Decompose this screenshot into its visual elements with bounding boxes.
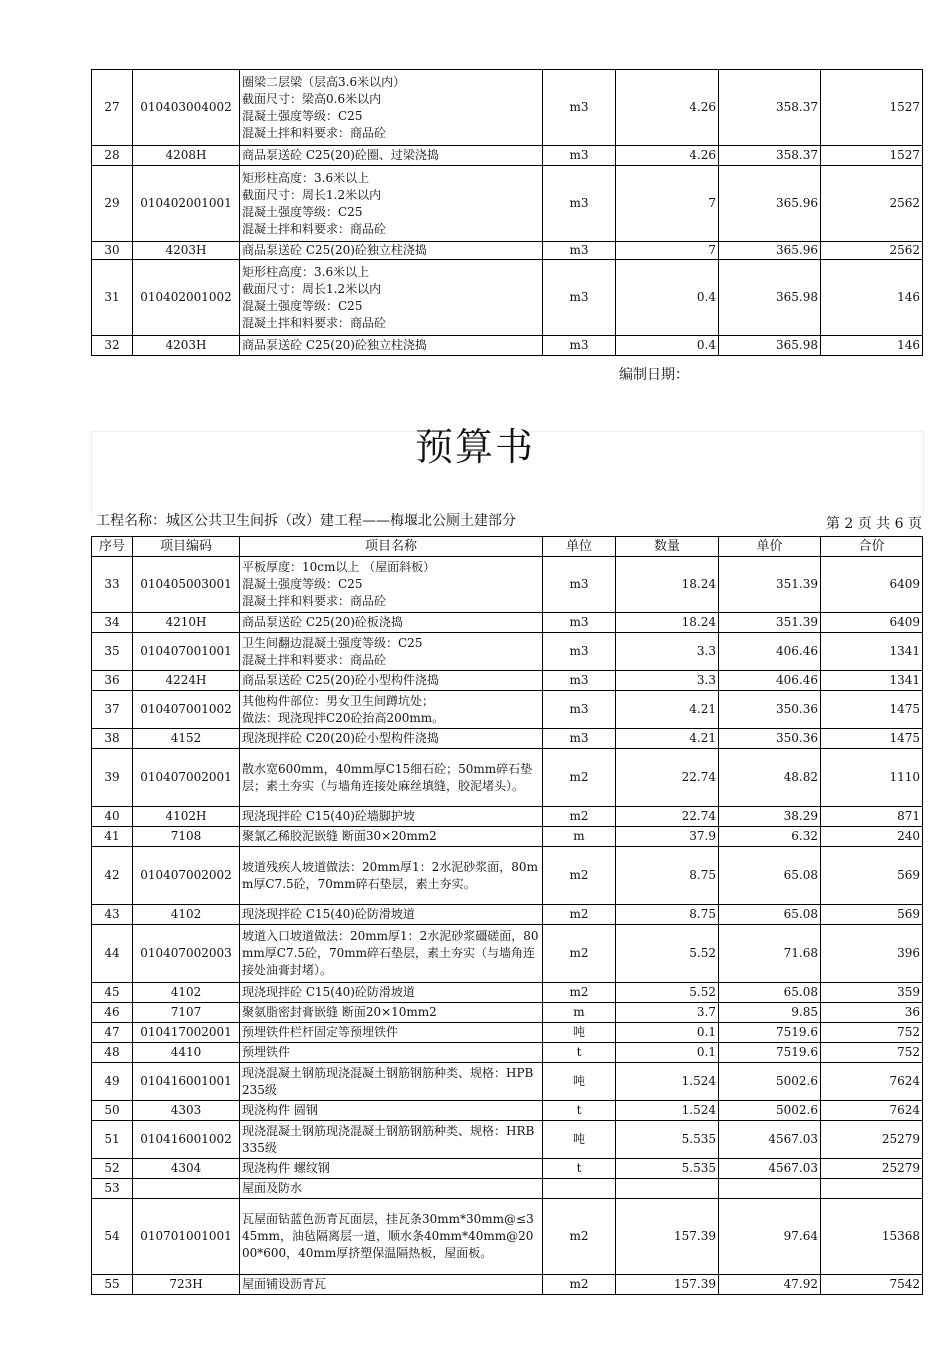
item-unit-price: 365.96 [719, 166, 821, 242]
item-total [821, 1179, 923, 1199]
row-number: 52 [92, 1159, 133, 1179]
item-unit: m2 [543, 749, 616, 807]
table-row [92, 260, 923, 336]
item-name [240, 242, 543, 260]
item-unit-price: 5002.6 [719, 1101, 821, 1121]
item-name [240, 1199, 543, 1275]
row-number: 35 [92, 633, 133, 671]
row-number: 40 [92, 807, 133, 827]
item-unit-price: 7519.6 [719, 1023, 821, 1043]
item-name [240, 847, 543, 905]
page-info: 第 2 页 共 6 页 [825, 516, 922, 532]
row-number: 39 [92, 749, 133, 807]
item-total: 359 [821, 983, 923, 1003]
item-unit: m2 [543, 1275, 616, 1295]
row-number: 38 [92, 729, 133, 749]
item-unit-price: 65.08 [719, 847, 821, 905]
item-quantity: 5.52 [616, 983, 719, 1003]
item-quantity [616, 1179, 719, 1199]
item-unit-price: 365.96 [719, 242, 821, 260]
item-name-line: 混凝土拌和料要求：商品砼 [242, 315, 387, 330]
item-name [240, 70, 543, 146]
item-quantity: 37.9 [616, 827, 719, 847]
item-name-line: 混凝土强度等级：C25 [242, 204, 363, 219]
item-name-line: 聚氯乙稀胶泥嵌缝 断面30×20mm2 [242, 829, 437, 843]
header-unit: 单位 [543, 537, 616, 557]
item-code: 010416001002 [133, 1121, 240, 1159]
item-name-line: 矩形柱高度：3.6米以上 [242, 264, 370, 279]
item-unit-price: 358.37 [719, 70, 821, 146]
item-name [240, 336, 543, 356]
item-name-line: 混凝土强度等级：C25 [242, 577, 363, 591]
item-name-line: 预埋铁件 [242, 1045, 291, 1059]
item-unit-price: 351.39 [719, 557, 821, 613]
item-total: 752 [821, 1023, 923, 1043]
item-code: 4410 [133, 1043, 240, 1063]
item-total: 36 [821, 1003, 923, 1023]
item-name-line: 现浇现拌砼 C15(40)砼墙脚护坡 [242, 809, 415, 823]
item-name-line: 瓦屋面钻蓝色沥青瓦面层，挂瓦条30mm*30mm@≤345mm，油毡隔离层一道，顺水条40mm*40mm@2000*600，40mm厚挤塑保温隔热板，屋面板。 [242, 1212, 534, 1260]
item-quantity: 18.24 [616, 613, 719, 633]
item-unit-price: 9.85 [719, 1003, 821, 1023]
item-quantity: 7 [616, 166, 719, 242]
header-name: 项目名称 [240, 537, 543, 557]
item-unit-price: 365.98 [719, 260, 821, 336]
item-name [240, 983, 543, 1003]
item-unit: 吨 [543, 1121, 616, 1159]
item-code: 4203H [133, 242, 240, 260]
item-unit: m3 [543, 242, 616, 260]
item-quantity: 22.74 [616, 807, 719, 827]
item-name-line: 坡道入口坡道做法：20mm厚1：2水泥砂浆礓磋面，80mm厚C7.5砼，70mm碎石垫层，素土夯实（与墙角连接处油膏封堵）。 [242, 929, 539, 977]
item-name-line: 散水宽600mm，40mm厚C15细石砼；50mm碎石垫层；素土夯实（与墙角连接处麻丝填缝，胶泥堵头）。 [242, 761, 533, 793]
item-quantity: 4.26 [616, 70, 719, 146]
item-code: 010407001002 [133, 691, 240, 729]
item-unit: m2 [543, 983, 616, 1003]
item-name [240, 827, 543, 847]
table-row [92, 729, 923, 749]
item-name [240, 1275, 543, 1295]
item-quantity: 18.24 [616, 557, 719, 613]
item-name [240, 691, 543, 729]
item-total: 1475 [821, 691, 923, 729]
item-quantity: 0.1 [616, 1023, 719, 1043]
item-unit-price: 4567.03 [719, 1121, 821, 1159]
item-name-line: 混凝土拌和料要求：商品砼 [242, 594, 387, 608]
item-name [240, 807, 543, 827]
item-code: 010407001001 [133, 633, 240, 671]
item-name-line: 截面尺寸：梁高0.6米以内 [242, 91, 382, 106]
item-name-line: 聚氨脂密封膏嵌缝 断面20×10mm2 [242, 1005, 437, 1019]
item-quantity: 4.21 [616, 691, 719, 729]
item-quantity: 8.75 [616, 847, 719, 905]
project-name: 工程名称：城区公共卫生间拆（改）建工程——梅堰北公厕土建部分 [96, 513, 516, 529]
item-unit: m3 [543, 613, 616, 633]
item-code: 4203H [133, 336, 240, 356]
item-unit-price: 97.64 [719, 1199, 821, 1275]
item-name-line: 现浇混凝土钢筋现浇混凝土钢筋钢筋种类、规格：HPB235级 [242, 1065, 534, 1097]
item-code: 7107 [133, 1003, 240, 1023]
item-unit-price: 358.37 [719, 146, 821, 166]
item-quantity: 1.524 [616, 1063, 719, 1101]
item-quantity: 0.1 [616, 1043, 719, 1063]
row-number: 31 [92, 260, 133, 336]
item-unit: m2 [543, 905, 616, 925]
item-code: 4210H [133, 613, 240, 633]
item-total: 25279 [821, 1159, 923, 1179]
item-quantity: 5.535 [616, 1121, 719, 1159]
row-number: 49 [92, 1063, 133, 1101]
page-title: 预算书 [414, 425, 535, 469]
item-code: 010402001001 [133, 166, 240, 242]
item-unit-price: 6.32 [719, 827, 821, 847]
table-row [92, 1003, 923, 1023]
row-number: 32 [92, 336, 133, 356]
row-number: 27 [92, 70, 133, 146]
row-number: 45 [92, 983, 133, 1003]
item-code: 010403004002 [133, 70, 240, 146]
item-unit: m2 [543, 925, 616, 983]
item-code: 4303 [133, 1101, 240, 1121]
item-unit: t [543, 1101, 616, 1121]
table-row [92, 827, 923, 847]
item-name-line: 平板厚度：10cm以上 （屋面斜板） [242, 560, 436, 574]
table-row [92, 336, 923, 356]
item-quantity: 157.39 [616, 1199, 719, 1275]
table-header [92, 537, 923, 557]
table-row [92, 1023, 923, 1043]
item-code: 010407002003 [133, 925, 240, 983]
item-code: 010407002001 [133, 749, 240, 807]
row-number: 54 [92, 1199, 133, 1275]
row-number: 37 [92, 691, 133, 729]
table-row [92, 146, 923, 166]
row-number: 41 [92, 827, 133, 847]
row-number: 46 [92, 1003, 133, 1023]
table-row [92, 691, 923, 729]
item-quantity: 5.535 [616, 1159, 719, 1179]
item-unit-price: 65.08 [719, 983, 821, 1003]
table-row [92, 1179, 923, 1199]
item-total: 752 [821, 1043, 923, 1063]
item-name [240, 905, 543, 925]
item-code: 4208H [133, 146, 240, 166]
item-name-line: 混凝土强度等级：C25 [242, 108, 363, 123]
item-unit: m3 [543, 691, 616, 729]
item-unit: m [543, 1003, 616, 1023]
item-name [240, 1159, 543, 1179]
item-name-line: 现浇现拌砼 C15(40)砼防滑坡道 [242, 907, 415, 921]
table-row [92, 847, 923, 905]
item-quantity: 4.21 [616, 729, 719, 749]
item-total: 871 [821, 807, 923, 827]
item-total: 2562 [821, 166, 923, 242]
item-unit-price: 406.46 [719, 671, 821, 691]
row-number: 51 [92, 1121, 133, 1159]
top-table [91, 69, 923, 356]
item-name-line: 截面尺寸：周长1.2米以内 [242, 281, 382, 296]
item-name-line: 现浇构件 圆钢 [242, 1103, 318, 1117]
item-unit: m3 [543, 70, 616, 146]
item-name-line: 商品泵送砼 C25(20)砼独立柱浇捣 [242, 243, 427, 257]
item-name-line: 混凝土拌和料要求：商品砼 [242, 125, 387, 140]
item-unit: m3 [543, 336, 616, 356]
row-number: 55 [92, 1275, 133, 1295]
item-name-line: 圈梁二层梁（层高3.6米以内） [242, 74, 406, 89]
item-name [240, 925, 543, 983]
item-total: 569 [821, 905, 923, 925]
item-name-line: 混凝土拌和料要求：商品砼 [242, 652, 387, 667]
item-quantity: 3.7 [616, 1003, 719, 1023]
item-name-line: 截面尺寸：周长1.2米以内 [242, 187, 382, 202]
table-row [92, 1063, 923, 1101]
table-row [92, 557, 923, 613]
item-name-line: 现浇现拌砼 C20(20)砼小型构件浇捣 [242, 731, 439, 745]
item-code: 010402001002 [133, 260, 240, 336]
item-name [240, 1121, 543, 1159]
table-row [92, 925, 923, 983]
item-total: 240 [821, 827, 923, 847]
item-name-line: 商品泵送砼 C25(20)砼圈、过梁浇捣 [242, 148, 439, 162]
item-name [240, 557, 543, 613]
item-unit-price: 4567.03 [719, 1159, 821, 1179]
item-total: 7624 [821, 1101, 923, 1121]
item-total: 146 [821, 260, 923, 336]
item-quantity: 8.75 [616, 905, 719, 925]
item-name [240, 1043, 543, 1063]
item-code: 723H [133, 1275, 240, 1295]
item-name-line: 屋面铺设沥青瓦 [242, 1277, 327, 1291]
item-total: 7624 [821, 1063, 923, 1101]
table-row [92, 1199, 923, 1275]
table-row [92, 633, 923, 671]
item-unit [543, 1179, 616, 1199]
row-number: 33 [92, 557, 133, 613]
item-unit: 吨 [543, 1063, 616, 1101]
item-unit: m3 [543, 557, 616, 613]
row-number: 47 [92, 1023, 133, 1043]
item-name [240, 729, 543, 749]
table-row [92, 905, 923, 925]
item-total: 1341 [821, 671, 923, 691]
item-name-line: 其他构件部位：男女卫生间蹲坑处； [242, 693, 435, 708]
item-unit-price: 350.36 [719, 729, 821, 749]
item-unit: m3 [543, 671, 616, 691]
item-unit: m3 [543, 729, 616, 749]
item-code: 010416001001 [133, 1063, 240, 1101]
item-quantity: 3.3 [616, 671, 719, 691]
item-unit-price: 406.46 [719, 633, 821, 671]
item-name [240, 146, 543, 166]
item-quantity: 3.3 [616, 633, 719, 671]
item-name [240, 1023, 543, 1043]
item-unit: m [543, 827, 616, 847]
row-number: 42 [92, 847, 133, 905]
item-quantity: 4.26 [616, 146, 719, 166]
item-name-line: 预埋铁件栏杆固定等预埋铁件 [242, 1025, 399, 1039]
item-total: 1475 [821, 729, 923, 749]
date-label: 编制日期： [619, 367, 689, 383]
item-unit-price: 365.98 [719, 336, 821, 356]
item-name-line: 矩形柱高度：3.6米以上 [242, 170, 370, 185]
header-code: 项目编码 [133, 537, 240, 557]
item-unit-price: 47.92 [719, 1275, 821, 1295]
item-unit: m2 [543, 807, 616, 827]
header-total: 合价 [821, 537, 923, 557]
item-total: 396 [821, 925, 923, 983]
item-unit: 吨 [543, 1023, 616, 1043]
table-row [92, 1159, 923, 1179]
item-total: 6409 [821, 557, 923, 613]
table-row [92, 1275, 923, 1295]
item-quantity: 157.39 [616, 1275, 719, 1295]
item-unit-price: 48.82 [719, 749, 821, 807]
header-price: 单价 [719, 537, 821, 557]
item-name-line: 卫生间翻边混凝土强度等级：C25 [242, 635, 423, 650]
item-unit-price: 351.39 [719, 613, 821, 633]
item-unit: t [543, 1159, 616, 1179]
item-code: 4224H [133, 671, 240, 691]
item-code: 4304 [133, 1159, 240, 1179]
item-unit: m3 [543, 633, 616, 671]
table-row [92, 983, 923, 1003]
item-code: 4152 [133, 729, 240, 749]
item-unit-price: 65.08 [719, 905, 821, 925]
item-name [240, 260, 543, 336]
item-code: 010405003001 [133, 557, 240, 613]
item-unit: m3 [543, 146, 616, 166]
item-name [240, 1003, 543, 1023]
item-name-line: 现浇混凝土钢筋现浇混凝土钢筋钢筋种类、规格：HRB335级 [242, 1123, 535, 1155]
row-number: 48 [92, 1043, 133, 1063]
item-unit-price: 7519.6 [719, 1043, 821, 1063]
item-name-line: 混凝土强度等级：C25 [242, 298, 363, 313]
table-row [92, 807, 923, 827]
item-name-line: 商品泵送砼 C25(20)砼独立柱浇捣 [242, 338, 427, 352]
item-total: 569 [821, 847, 923, 905]
item-code [133, 1179, 240, 1199]
item-name [240, 749, 543, 807]
item-total: 15368 [821, 1199, 923, 1275]
table-row [92, 166, 923, 242]
item-code: 010417002001 [133, 1023, 240, 1043]
item-name-line: 商品泵送砼 C25(20)砼板浇捣 [242, 615, 403, 629]
row-number: 30 [92, 242, 133, 260]
row-number: 36 [92, 671, 133, 691]
header-no: 序号 [92, 537, 133, 557]
item-name-line: 做法：现浇现拌C20砼抬高200mm。 [242, 710, 445, 725]
item-total: 1527 [821, 70, 923, 146]
row-number: 53 [92, 1179, 133, 1199]
table-row [92, 242, 923, 260]
item-unit-price: 5002.6 [719, 1063, 821, 1101]
row-number: 43 [92, 905, 133, 925]
item-name-line: 商品泵送砼 C25(20)砼小型构件浇捣 [242, 673, 439, 687]
item-total: 7542 [821, 1275, 923, 1295]
budget-table [91, 536, 923, 1295]
row-number: 28 [92, 146, 133, 166]
item-name [240, 1063, 543, 1101]
item-unit: m3 [543, 166, 616, 242]
item-unit: t [543, 1043, 616, 1063]
item-name [240, 633, 543, 671]
table-row [92, 749, 923, 807]
table-row [92, 1043, 923, 1063]
row-number: 50 [92, 1101, 133, 1121]
item-total: 2562 [821, 242, 923, 260]
item-code: 7108 [133, 827, 240, 847]
item-total: 1341 [821, 633, 923, 671]
item-quantity: 0.4 [616, 260, 719, 336]
row-number: 44 [92, 925, 133, 983]
table-row [92, 613, 923, 633]
row-number: 29 [92, 166, 133, 242]
item-code: 010701001001 [133, 1199, 240, 1275]
table-row [92, 1121, 923, 1159]
item-total: 1110 [821, 749, 923, 807]
item-quantity: 7 [616, 242, 719, 260]
item-name [240, 613, 543, 633]
item-name [240, 671, 543, 691]
item-quantity: 0.4 [616, 336, 719, 356]
item-quantity: 5.52 [616, 925, 719, 983]
item-unit-price: 38.29 [719, 807, 821, 827]
item-code: 010407002002 [133, 847, 240, 905]
item-unit: m3 [543, 260, 616, 336]
table-row [92, 1101, 923, 1121]
table-row [92, 70, 923, 146]
item-unit-price: 350.36 [719, 691, 821, 729]
item-name-line: 屋面及防水 [242, 1181, 303, 1195]
item-name-line: 现浇现拌砼 C15(40)砼防滑坡道 [242, 985, 415, 999]
item-total: 6409 [821, 613, 923, 633]
item-code: 4102H [133, 807, 240, 827]
item-name [240, 1101, 543, 1121]
item-name-line: 混凝土拌和料要求：商品砼 [242, 221, 387, 236]
item-code: 4102 [133, 983, 240, 1003]
item-code: 4102 [133, 905, 240, 925]
header-qty: 数量 [616, 537, 719, 557]
item-name [240, 166, 543, 242]
item-name [240, 1179, 543, 1199]
item-unit-price [719, 1179, 821, 1199]
item-name-line: 坡道残疾人坡道做法：20mm厚1：2水泥砂浆面，80mm厚C7.5砼，70mm碎石垫层，素土夯实。 [242, 859, 538, 891]
item-name-line: 现浇构件 螺纹钢 [242, 1161, 330, 1175]
item-total: 25279 [821, 1121, 923, 1159]
item-total: 1527 [821, 146, 923, 166]
item-quantity: 22.74 [616, 749, 719, 807]
item-unit-price: 71.68 [719, 925, 821, 983]
item-total: 146 [821, 336, 923, 356]
item-unit: m2 [543, 847, 616, 905]
item-unit: m2 [543, 1199, 616, 1275]
table-row [92, 671, 923, 691]
item-quantity: 1.524 [616, 1101, 719, 1121]
row-number: 34 [92, 613, 133, 633]
